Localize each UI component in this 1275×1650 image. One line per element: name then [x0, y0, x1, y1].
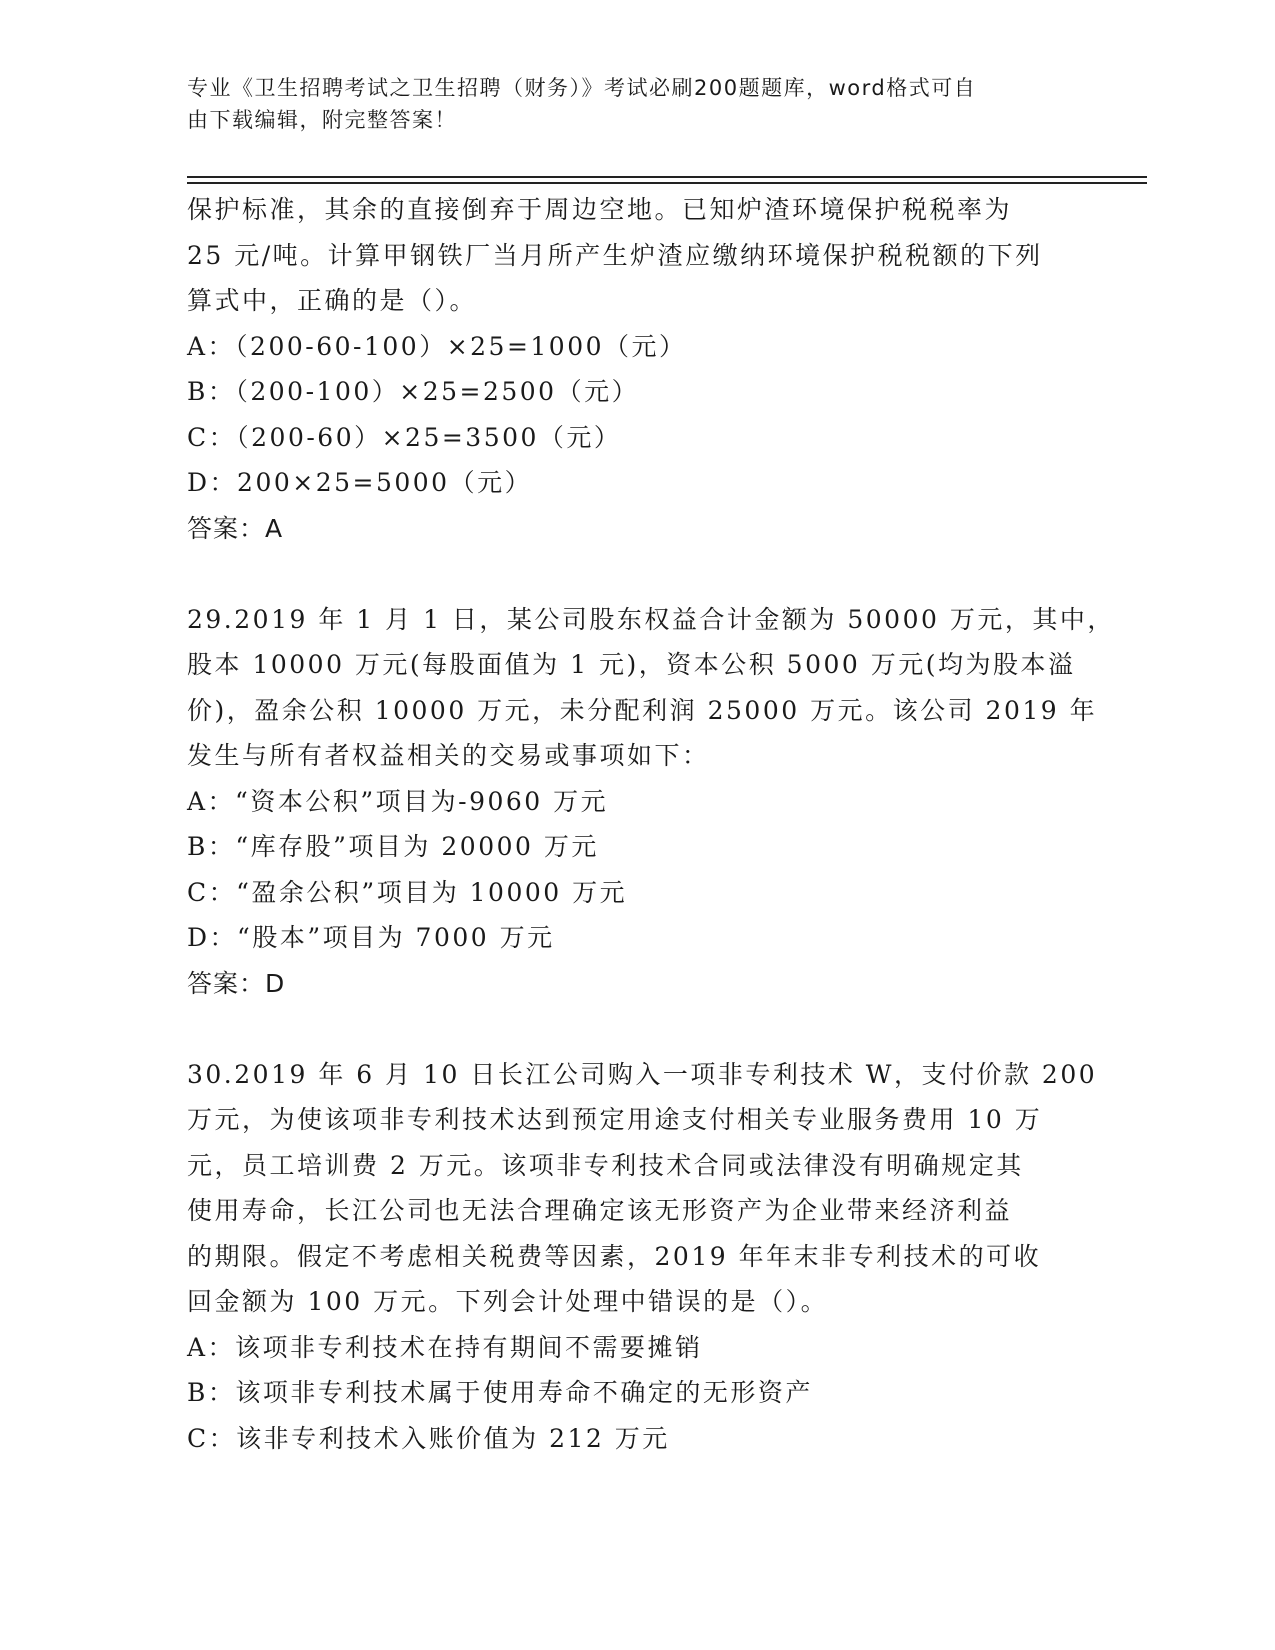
- question-stem-line: 25 元/吨。计算甲钢铁厂当月所产生炉渣应缴纳环境保护税税额的下列: [187, 240, 1043, 270]
- header-line-2: 由下载编辑，附完整答案！: [187, 108, 457, 132]
- question-stem-line: 29.2019 年 1 月 1 日，某公司股东权益合计金额为 50000 万元，其中，: [187, 604, 1115, 634]
- option-a: A：该项非专利技术在持有期间不需要摊销: [187, 1332, 703, 1362]
- option-b: B：该项非专利技术属于使用寿命不确定的无形资产: [187, 1378, 813, 1407]
- option-d: D：“股本”项目为 7000 万元: [187, 923, 555, 952]
- question-stem-line: 算式中，正确的是（）。: [187, 286, 478, 315]
- answer-line: 答案：D: [187, 968, 286, 998]
- question-29: [187, 597, 1115, 1007]
- question-stem-line: 回金额为 100 万元。下列会计处理中错误的是（）。: [187, 1287, 829, 1316]
- question-stem-line: 股本 10000 万元(每股面值为 1 元)，资本公积 5000 万元(均为股本溢: [187, 650, 1076, 679]
- header-divider-top: [187, 176, 1147, 178]
- option-b: B：（200-100）×25=2500（元）: [187, 377, 640, 406]
- answer-line: 答案：A: [187, 513, 284, 543]
- option-a: A：（200-60-100）×25=1000（元）: [187, 331, 687, 361]
- spacer: [187, 1006, 1087, 1052]
- option-a: A：“资本公积”项目为-9060 万元: [187, 786, 609, 816]
- question-stem-line: 万元，为使该项非专利技术达到预定用途支付相关专业服务费用 10 万: [187, 1105, 1043, 1134]
- question-stem-line: 的期限。假定不考虑相关税费等因素，2019 年年末非专利技术的可收: [187, 1241, 1042, 1271]
- question-stem-line: 保护标准，其余的直接倒弃于周边空地。已知炉渣环境保护税税率为: [187, 195, 1013, 224]
- document-header: [187, 72, 1067, 136]
- question-stem-line: 30.2019 年 6 月 10 日长江公司购入一项非专利技术 W，支付价款 200: [187, 1059, 1098, 1089]
- spacer: [187, 551, 1087, 597]
- option-c: C：该非专利技术入账价值为 212 万元: [187, 1423, 670, 1453]
- option-d: D：200×25=5000（元）: [187, 468, 533, 497]
- option-b: B：“库存股”项目为 20000 万元: [187, 832, 599, 861]
- question-28: [187, 187, 1087, 551]
- option-c: C：“盈余公积”项目为 10000 万元: [187, 877, 628, 907]
- header-line-1: 专业《卫生招聘考试之卫生招聘（财务）》考试必刷200题题库，word格式可自: [187, 76, 977, 100]
- question-stem-line: 价)，盈余公积 10000 万元，未分配利润 25000 万元。该公司 2019 年: [187, 695, 1098, 725]
- header-divider-bottom: [187, 182, 1147, 184]
- document-body: [187, 187, 1115, 1461]
- question-stem-line: 元，员工培训费 2 万元。该项非专利技术合同或法律没有明确规定其: [187, 1150, 1024, 1180]
- question-30: [187, 1052, 1098, 1462]
- question-stem-line: 使用寿命，长江公司也无法合理确定该无形资产为企业带来经济利益: [187, 1196, 1013, 1225]
- question-stem-line: 发生与所有者权益相关的交易或事项如下：: [187, 741, 710, 770]
- option-c: C：（200-60）×25=3500（元）: [187, 422, 622, 452]
